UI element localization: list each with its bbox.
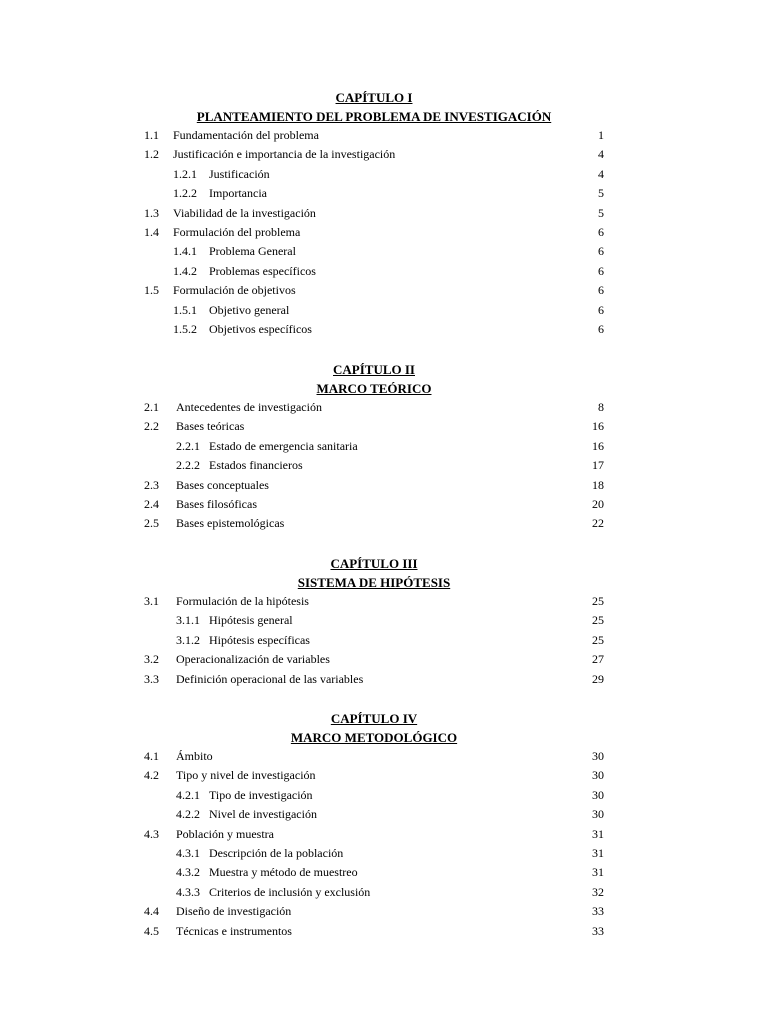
toc-subentry[interactable]: [140, 456, 608, 475]
subsection-number: 1.5.2: [173, 321, 197, 336]
toc-entry[interactable]: [140, 747, 608, 766]
section-number: 1.3: [144, 205, 159, 220]
page-number: 31: [592, 865, 604, 880]
toc-entry[interactable]: [140, 204, 608, 223]
subsection-title: Estados financieros: [209, 458, 303, 473]
subsection-number: 4.2.1: [176, 787, 200, 802]
section-title: Bases conceptuales: [176, 477, 269, 492]
section-number: 4.2: [144, 768, 159, 783]
section-title: Tipo y nivel de investigación: [176, 768, 316, 783]
subsection-number: 4.3.1: [176, 845, 200, 860]
chapter-1: [140, 88, 608, 339]
chapter-3: [140, 554, 608, 689]
toc-subentry[interactable]: [140, 611, 608, 630]
toc-subentry[interactable]: [140, 883, 608, 902]
page-number: 25: [592, 632, 604, 647]
toc-subentry[interactable]: [140, 301, 608, 320]
chapter-number: CAPÍTULO III: [330, 556, 418, 571]
toc-subentry[interactable]: [140, 631, 608, 650]
section-title: Formulación del problema: [173, 224, 301, 239]
toc-entry[interactable]: [140, 514, 608, 533]
subsection-title: Criterios de inclusión y exclusión: [209, 884, 371, 899]
toc-entry[interactable]: [140, 592, 608, 611]
toc-subentry[interactable]: [140, 805, 608, 824]
subsection-title: Justificación: [209, 166, 270, 181]
subsection-number: 1.5.1: [173, 302, 197, 317]
page-number: 18: [592, 477, 604, 492]
toc-entry[interactable]: [140, 825, 608, 844]
page-number: 25: [592, 594, 604, 608]
toc-subentry[interactable]: [140, 320, 608, 339]
subsection-number: 4.3.2: [176, 865, 200, 880]
subsection-title: Nivel de investigación: [209, 807, 317, 822]
section-title: Antecedentes de investigación: [176, 400, 322, 414]
section-number: 3.1: [144, 594, 159, 608]
section-title: Bases epistemológicas: [176, 516, 285, 531]
subsection-number: 3.1.2: [176, 632, 200, 647]
chapter-title: MARCO METODOLÓGICO: [290, 730, 458, 745]
toc-subentry[interactable]: [140, 184, 608, 203]
page-number: 6: [598, 244, 604, 259]
toc-entry[interactable]: [140, 223, 608, 242]
chapter-title: PLANTEAMIENTO DEL PROBLEMA DE INVESTIGACIÓN: [196, 109, 552, 124]
section-title: Viabilidad de la investigación: [173, 205, 316, 220]
subsection-number: 2.2.1: [176, 438, 200, 453]
toc-entry[interactable]: [140, 476, 608, 495]
section-number: 2.2: [144, 419, 159, 434]
section-title: Operacionalización de variables: [176, 652, 330, 667]
page-number: 6: [598, 224, 604, 239]
toc-entry[interactable]: [140, 281, 608, 300]
chapter-number: CAPÍTULO II: [333, 362, 415, 377]
toc-subentry[interactable]: [140, 844, 608, 863]
toc-entry[interactable]: [140, 398, 608, 417]
page-number: 16: [592, 419, 604, 434]
section-title: Justificación e importancia de la investigación: [173, 147, 396, 162]
page-number: 31: [592, 845, 604, 860]
subsection-number: 4.3.3: [176, 884, 200, 899]
page-number: 17: [592, 458, 604, 473]
section-number: 1.1: [144, 128, 159, 142]
subsection-number: 1.2.1: [173, 166, 197, 181]
section-number: 2.4: [144, 496, 159, 511]
section-title: Técnicas e instrumentos: [176, 923, 292, 938]
subsection-title: Hipótesis específicas: [209, 632, 310, 647]
page-number: 29: [592, 671, 604, 686]
section-title: Formulación de la hipótesis: [176, 594, 309, 608]
subsection-title: Problema General: [209, 244, 296, 259]
toc-subentry[interactable]: [140, 262, 608, 281]
toc-subentry[interactable]: [140, 242, 608, 261]
subsection-title: Objetivo general: [209, 302, 290, 317]
toc-subentry[interactable]: [140, 786, 608, 805]
page-number: 6: [598, 263, 604, 278]
page-number: 6: [598, 283, 604, 298]
page-number: 8: [598, 400, 604, 414]
page-number: 30: [592, 787, 604, 802]
page-number: 30: [592, 768, 604, 783]
page-number: 25: [592, 613, 604, 628]
subsection-number: 2.2.2: [176, 458, 200, 473]
toc-entry[interactable]: [140, 495, 608, 514]
toc-subentry[interactable]: [140, 165, 608, 184]
section-title: Fundamentación del problema: [173, 128, 319, 142]
toc-subentry[interactable]: [140, 437, 608, 456]
page-number: 5: [598, 205, 604, 220]
subsection-title: Tipo de investigación: [209, 787, 313, 802]
section-title: Bases teóricas: [176, 419, 245, 434]
page-number: 30: [592, 749, 604, 763]
section-number: 4.1: [144, 749, 159, 763]
section-title: Bases filosóficas: [176, 496, 257, 511]
page-number: 27: [592, 652, 604, 667]
toc-entry[interactable]: [140, 922, 608, 941]
chapter-number: CAPÍTULO I: [335, 90, 413, 105]
subsection-number: 1.4.2: [173, 263, 197, 278]
section-title: Ámbito: [176, 749, 213, 763]
page-number: 6: [598, 321, 604, 336]
page-number: 1: [598, 128, 604, 142]
section-number: 1.4: [144, 224, 159, 239]
chapter-title: SISTEMA DE HIPÓTESIS: [297, 575, 451, 590]
section-title: Población y muestra: [176, 826, 274, 841]
page-number: 16: [592, 438, 604, 453]
chapter-title: MARCO TEÓRICO: [316, 381, 432, 396]
section-number: 4.3: [144, 826, 159, 841]
subsection-title: Problemas específicos: [209, 263, 316, 278]
subsection-number: 1.2.2: [173, 186, 197, 201]
section-number: 2.1: [144, 400, 159, 414]
toc-entry[interactable]: [140, 417, 608, 436]
section-number: 4.5: [144, 923, 159, 938]
section-number: 1.2: [144, 147, 159, 162]
section-number: 1.5: [144, 283, 159, 298]
toc-entry[interactable]: [140, 650, 608, 669]
page-number: 33: [592, 904, 604, 919]
subsection-title: Importancia: [209, 186, 267, 201]
chapter-2: [140, 360, 608, 534]
section-title: Formulación de objetivos: [173, 283, 296, 298]
section-number: 3.3: [144, 671, 159, 686]
subsection-number: 4.2.2: [176, 807, 200, 822]
page-number: 6: [598, 302, 604, 317]
section-title: Definición operacional de las variables: [176, 671, 364, 686]
toc-entry[interactable]: [140, 902, 608, 921]
toc-subentry[interactable]: [140, 863, 608, 882]
subsection-title: Muestra y método de muestreo: [209, 865, 358, 880]
page-number: 33: [592, 923, 604, 938]
subsection-title: Hipótesis general: [209, 613, 293, 628]
page-number: 4: [598, 147, 604, 162]
page-number: 30: [592, 807, 604, 822]
section-number: 3.2: [144, 652, 159, 667]
section-title: Diseño de investigación: [176, 904, 292, 919]
toc-entry[interactable]: [140, 145, 608, 164]
subsection-number: 3.1.1: [176, 613, 200, 628]
toc-entry[interactable]: [140, 766, 608, 785]
section-number: 4.4: [144, 904, 159, 919]
subsection-number: 1.4.1: [173, 244, 197, 259]
subsection-title: Descripción de la población: [209, 845, 344, 860]
page-number: 31: [592, 826, 604, 841]
page-number: 20: [592, 496, 604, 511]
page-number: 5: [598, 186, 604, 201]
section-number: 2.3: [144, 477, 159, 492]
chapter-number: CAPÍTULO IV: [330, 711, 418, 726]
toc-entry[interactable]: [140, 670, 608, 689]
subsection-title: Estado de emergencia sanitaria: [209, 438, 358, 453]
toc-entry[interactable]: [140, 126, 608, 145]
page-number: 32: [592, 884, 604, 899]
section-number: 2.5: [144, 516, 159, 531]
page-number: 4: [598, 166, 604, 181]
subsection-title: Objetivos específicos: [209, 321, 312, 336]
page-number: 22: [592, 516, 604, 531]
chapter-4: [140, 709, 608, 941]
